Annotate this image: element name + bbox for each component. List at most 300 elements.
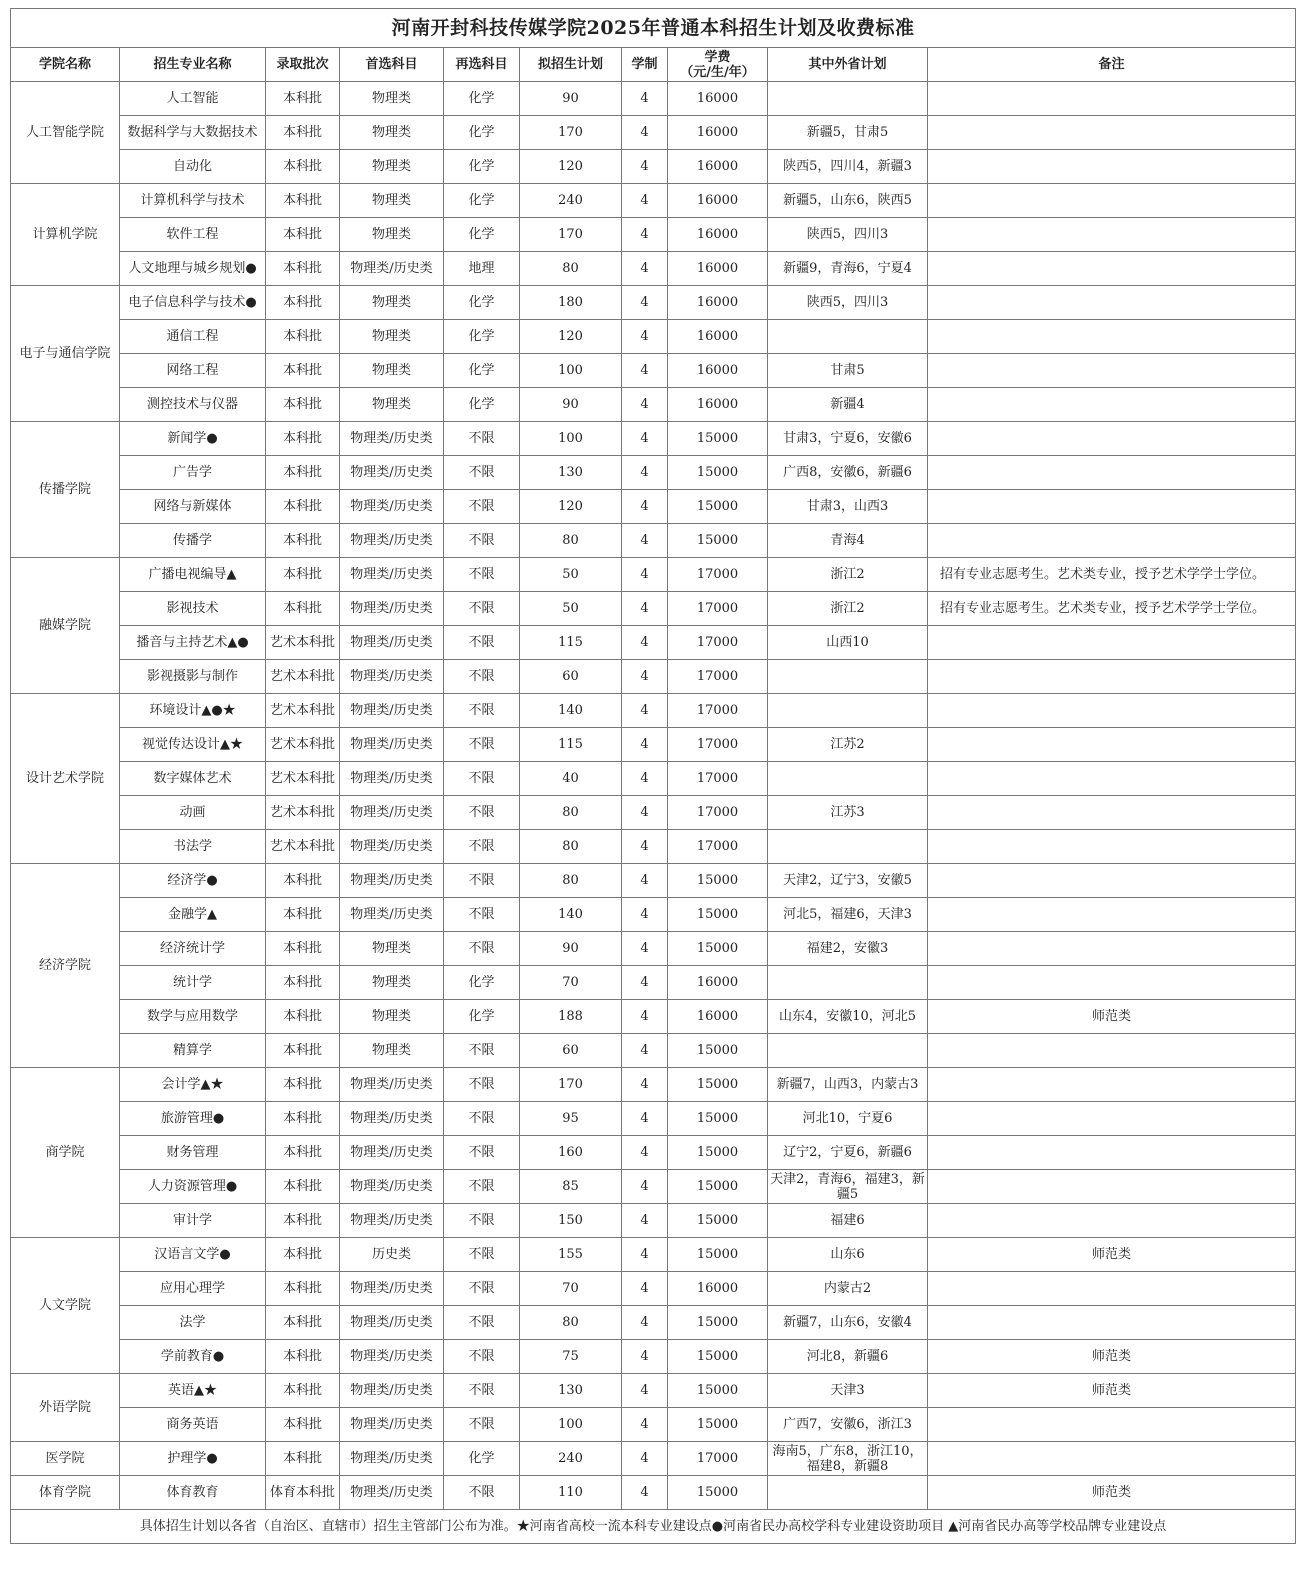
out-province-cell: 福建2，安徽3 xyxy=(768,932,928,966)
table-row xyxy=(11,762,1296,796)
years-cell: 4 xyxy=(622,422,668,456)
second-subject-cell: 化学 xyxy=(444,286,520,320)
college-name-cell: 传播学院 xyxy=(11,422,120,558)
table-row xyxy=(11,830,1296,864)
table-row xyxy=(11,1068,1296,1102)
second-subject-cell: 不限 xyxy=(444,864,520,898)
out-province-cell: 河北5，福建6，天津3 xyxy=(768,898,928,932)
fee-cell: 17000 xyxy=(668,592,768,626)
plan-cell: 50 xyxy=(520,592,622,626)
plan-cell: 80 xyxy=(520,524,622,558)
remark-cell xyxy=(928,1136,1296,1170)
years-cell: 4 xyxy=(622,1442,668,1476)
major-cell: 影视技术 xyxy=(120,592,266,626)
plan-cell: 80 xyxy=(520,830,622,864)
years-cell: 4 xyxy=(622,1068,668,1102)
fee-cell: 17000 xyxy=(668,626,768,660)
plan-cell: 140 xyxy=(520,694,622,728)
first-subject-cell: 物理类 xyxy=(340,1034,444,1068)
major-cell: 自动化 xyxy=(120,150,266,184)
out-province-cell: 河北8，新疆6 xyxy=(768,1340,928,1374)
major-cell: 体育教育 xyxy=(120,1476,266,1510)
plan-cell: 95 xyxy=(520,1102,622,1136)
years-cell: 4 xyxy=(622,762,668,796)
table-row xyxy=(11,456,1296,490)
second-subject-cell: 不限 xyxy=(444,1238,520,1272)
major-cell: 广播电视编导▲ xyxy=(120,558,266,592)
major-cell: 播音与主持艺术▲● xyxy=(120,626,266,660)
batch-cell: 本科批 xyxy=(266,1204,340,1238)
out-province-cell: 新疆5，甘肃5 xyxy=(768,116,928,150)
table-row xyxy=(11,1306,1296,1340)
college-name-cell: 计算机学院 xyxy=(11,184,120,286)
out-province-cell: 江苏3 xyxy=(768,796,928,830)
plan-cell: 155 xyxy=(520,1238,622,1272)
years-cell: 4 xyxy=(622,218,668,252)
college-name-cell: 经济学院 xyxy=(11,864,120,1068)
fee-cell: 16000 xyxy=(668,184,768,218)
years-cell: 4 xyxy=(622,1102,668,1136)
out-province-cell: 山东4，安徽10，河北5 xyxy=(768,1000,928,1034)
plan-cell: 115 xyxy=(520,626,622,660)
batch-cell: 本科批 xyxy=(266,1306,340,1340)
table-row xyxy=(11,184,1296,218)
first-subject-cell: 物理类/历史类 xyxy=(340,762,444,796)
major-cell: 新闻学● xyxy=(120,422,266,456)
header-second-subject: 再选科目 xyxy=(444,48,520,82)
batch-cell: 本科批 xyxy=(266,218,340,252)
plan-cell: 120 xyxy=(520,150,622,184)
remark-cell xyxy=(928,252,1296,286)
first-subject-cell: 物理类 xyxy=(340,388,444,422)
remark-cell xyxy=(928,1034,1296,1068)
plan-cell: 115 xyxy=(520,728,622,762)
fee-cell: 15000 xyxy=(668,1306,768,1340)
major-cell: 审计学 xyxy=(120,1204,266,1238)
plan-cell: 120 xyxy=(520,490,622,524)
remark-cell: 师范类 xyxy=(928,1476,1296,1510)
first-subject-cell: 物理类/历史类 xyxy=(340,830,444,864)
plan-cell: 80 xyxy=(520,864,622,898)
batch-cell: 本科批 xyxy=(266,388,340,422)
second-subject-cell: 不限 xyxy=(444,1476,520,1510)
fee-cell: 17000 xyxy=(668,762,768,796)
out-province-cell: 甘肃3，宁夏6，安徽6 xyxy=(768,422,928,456)
batch-cell: 本科批 xyxy=(266,864,340,898)
remark-cell xyxy=(928,796,1296,830)
plan-cell: 100 xyxy=(520,1408,622,1442)
table-row xyxy=(11,558,1296,592)
second-subject-cell: 不限 xyxy=(444,932,520,966)
second-subject-cell: 不限 xyxy=(444,524,520,558)
batch-cell: 本科批 xyxy=(266,1102,340,1136)
first-subject-cell: 物理类/历史类 xyxy=(340,1306,444,1340)
table-row xyxy=(11,728,1296,762)
first-subject-cell: 物理类 xyxy=(340,184,444,218)
first-subject-cell: 物理类/历史类 xyxy=(340,626,444,660)
years-cell: 4 xyxy=(622,864,668,898)
fee-cell: 15000 xyxy=(668,1102,768,1136)
fee-cell: 16000 xyxy=(668,150,768,184)
first-subject-cell: 物理类/历史类 xyxy=(340,252,444,286)
fee-cell: 15000 xyxy=(668,490,768,524)
table-row xyxy=(11,388,1296,422)
major-cell: 软件工程 xyxy=(120,218,266,252)
plan-cell: 90 xyxy=(520,932,622,966)
out-province-cell xyxy=(768,762,928,796)
header-batch: 录取批次 xyxy=(266,48,340,82)
fee-cell: 15000 xyxy=(668,422,768,456)
out-province-cell: 山东6 xyxy=(768,1238,928,1272)
fee-cell: 15000 xyxy=(668,1476,768,1510)
second-subject-cell: 不限 xyxy=(444,490,520,524)
years-cell: 4 xyxy=(622,592,668,626)
first-subject-cell: 物理类/历史类 xyxy=(340,898,444,932)
years-cell: 4 xyxy=(622,1136,668,1170)
out-province-cell: 海南5，广东8，浙江10，福建8，新疆8 xyxy=(768,1442,928,1476)
remark-cell xyxy=(928,490,1296,524)
college-name-cell: 人文学院 xyxy=(11,1238,120,1374)
remark-cell xyxy=(928,830,1296,864)
major-cell: 人力资源管理● xyxy=(120,1170,266,1204)
table-row xyxy=(11,864,1296,898)
batch-cell: 艺术本科批 xyxy=(266,660,340,694)
second-subject-cell: 不限 xyxy=(444,660,520,694)
major-cell: 人文地理与城乡规划● xyxy=(120,252,266,286)
college-name-cell: 医学院 xyxy=(11,1442,120,1476)
second-subject-cell: 不限 xyxy=(444,1170,520,1204)
fee-cell: 15000 xyxy=(668,1170,768,1204)
batch-cell: 本科批 xyxy=(266,592,340,626)
out-province-cell: 新疆7，山西3，内蒙古3 xyxy=(768,1068,928,1102)
plan-cell: 170 xyxy=(520,116,622,150)
major-cell: 传播学 xyxy=(120,524,266,558)
first-subject-cell: 物理类 xyxy=(340,320,444,354)
major-cell: 数学与应用数学 xyxy=(120,1000,266,1034)
first-subject-cell: 物理类/历史类 xyxy=(340,1374,444,1408)
fee-cell: 17000 xyxy=(668,1442,768,1476)
years-cell: 4 xyxy=(622,184,668,218)
fee-cell: 16000 xyxy=(668,218,768,252)
batch-cell: 艺术本科批 xyxy=(266,728,340,762)
batch-cell: 艺术本科批 xyxy=(266,626,340,660)
plan-cell: 75 xyxy=(520,1340,622,1374)
batch-cell: 本科批 xyxy=(266,320,340,354)
fee-cell: 17000 xyxy=(668,728,768,762)
major-cell: 经济统计学 xyxy=(120,932,266,966)
remark-cell xyxy=(928,524,1296,558)
remark-cell: 师范类 xyxy=(928,1000,1296,1034)
major-cell: 经济学● xyxy=(120,864,266,898)
out-province-cell xyxy=(768,82,928,116)
out-province-cell: 内蒙古2 xyxy=(768,1272,928,1306)
batch-cell: 本科批 xyxy=(266,1340,340,1374)
fee-cell: 15000 xyxy=(668,1408,768,1442)
batch-cell: 本科批 xyxy=(266,1442,340,1476)
fee-cell: 15000 xyxy=(668,1034,768,1068)
out-province-cell xyxy=(768,966,928,1000)
remark-cell xyxy=(928,218,1296,252)
header-years: 学制 xyxy=(622,48,668,82)
remark-cell xyxy=(928,694,1296,728)
fee-cell: 17000 xyxy=(668,660,768,694)
table-body xyxy=(11,82,1296,1510)
first-subject-cell: 物理类/历史类 xyxy=(340,796,444,830)
second-subject-cell: 不限 xyxy=(444,1068,520,1102)
fee-cell: 17000 xyxy=(668,694,768,728)
out-province-cell xyxy=(768,830,928,864)
first-subject-cell: 物理类/历史类 xyxy=(340,1340,444,1374)
batch-cell: 本科批 xyxy=(266,184,340,218)
fee-cell: 17000 xyxy=(668,558,768,592)
out-province-cell xyxy=(768,1476,928,1510)
fee-cell: 15000 xyxy=(668,1238,768,1272)
second-subject-cell: 不限 xyxy=(444,1204,520,1238)
fee-cell: 15000 xyxy=(668,898,768,932)
table-row xyxy=(11,150,1296,184)
years-cell: 4 xyxy=(622,694,668,728)
major-cell: 法学 xyxy=(120,1306,266,1340)
out-province-cell: 山西10 xyxy=(768,626,928,660)
batch-cell: 本科批 xyxy=(266,898,340,932)
years-cell: 4 xyxy=(622,796,668,830)
years-cell: 4 xyxy=(622,1238,668,1272)
out-province-cell: 陕西5，四川4，新疆3 xyxy=(768,150,928,184)
table-row xyxy=(11,660,1296,694)
fee-cell: 17000 xyxy=(668,830,768,864)
out-province-cell: 陕西5，四川3 xyxy=(768,286,928,320)
years-cell: 4 xyxy=(622,150,668,184)
batch-cell: 本科批 xyxy=(266,1272,340,1306)
fee-cell: 15000 xyxy=(668,1374,768,1408)
fee-cell: 16000 xyxy=(668,116,768,150)
out-province-cell: 新疆7，山东6，安徽4 xyxy=(768,1306,928,1340)
header-college: 学院名称 xyxy=(11,48,120,82)
fee-cell: 16000 xyxy=(668,966,768,1000)
second-subject-cell: 化学 xyxy=(444,388,520,422)
first-subject-cell: 物理类/历史类 xyxy=(340,490,444,524)
table-row xyxy=(11,1238,1296,1272)
remark-cell xyxy=(928,116,1296,150)
first-subject-cell: 物理类/历史类 xyxy=(340,660,444,694)
major-cell: 金融学▲ xyxy=(120,898,266,932)
remark-cell xyxy=(928,286,1296,320)
admission-plan-document xyxy=(10,8,1296,1544)
years-cell: 4 xyxy=(622,1340,668,1374)
fee-cell: 16000 xyxy=(668,286,768,320)
plan-cell: 40 xyxy=(520,762,622,796)
out-province-cell xyxy=(768,694,928,728)
first-subject-cell: 物理类 xyxy=(340,1000,444,1034)
table-row xyxy=(11,592,1296,626)
major-cell: 人工智能 xyxy=(120,82,266,116)
batch-cell: 本科批 xyxy=(266,1034,340,1068)
first-subject-cell: 物理类/历史类 xyxy=(340,422,444,456)
first-subject-cell: 物理类 xyxy=(340,966,444,1000)
second-subject-cell: 化学 xyxy=(444,150,520,184)
plan-cell: 70 xyxy=(520,966,622,1000)
table-row xyxy=(11,796,1296,830)
plan-cell: 60 xyxy=(520,1034,622,1068)
remark-cell xyxy=(928,1204,1296,1238)
out-province-cell: 新疆9，青海6，宁夏4 xyxy=(768,252,928,286)
plan-cell: 60 xyxy=(520,660,622,694)
first-subject-cell: 物理类/历史类 xyxy=(340,694,444,728)
remark-cell: 师范类 xyxy=(928,1374,1296,1408)
out-province-cell: 新疆5，山东6，陕西5 xyxy=(768,184,928,218)
out-province-cell: 新疆4 xyxy=(768,388,928,422)
plan-cell: 188 xyxy=(520,1000,622,1034)
first-subject-cell: 物理类 xyxy=(340,150,444,184)
plan-cell: 150 xyxy=(520,1204,622,1238)
table-row xyxy=(11,524,1296,558)
batch-cell: 体育本科批 xyxy=(266,1476,340,1510)
plan-cell: 80 xyxy=(520,1306,622,1340)
plan-cell: 80 xyxy=(520,796,622,830)
out-province-cell: 天津2，青海6，福建3，新疆5 xyxy=(768,1170,928,1204)
years-cell: 4 xyxy=(622,1272,668,1306)
batch-cell: 本科批 xyxy=(266,286,340,320)
table-row xyxy=(11,252,1296,286)
remark-cell xyxy=(928,932,1296,966)
table-row xyxy=(11,1034,1296,1068)
remark-cell xyxy=(928,898,1296,932)
batch-cell: 本科批 xyxy=(266,456,340,490)
plan-cell: 110 xyxy=(520,1476,622,1510)
page-title: 河南开封科技传媒学院2025年普通本科招生计划及收费标准 xyxy=(11,9,1296,48)
remark-cell xyxy=(928,1272,1296,1306)
fee-cell: 16000 xyxy=(668,388,768,422)
years-cell: 4 xyxy=(622,728,668,762)
table-row xyxy=(11,932,1296,966)
batch-cell: 本科批 xyxy=(266,116,340,150)
batch-cell: 本科批 xyxy=(266,82,340,116)
remark-cell xyxy=(928,660,1296,694)
header-fee-line2: （元/生/年） xyxy=(680,64,755,80)
first-subject-cell: 物理类 xyxy=(340,218,444,252)
plan-cell: 170 xyxy=(520,1068,622,1102)
years-cell: 4 xyxy=(622,1408,668,1442)
first-subject-cell: 物理类/历史类 xyxy=(340,524,444,558)
second-subject-cell: 不限 xyxy=(444,694,520,728)
major-cell: 英语▲★ xyxy=(120,1374,266,1408)
plan-cell: 100 xyxy=(520,354,622,388)
second-subject-cell: 不限 xyxy=(444,1102,520,1136)
out-province-cell: 辽宁2，宁夏6，新疆6 xyxy=(768,1136,928,1170)
second-subject-cell: 不限 xyxy=(444,1340,520,1374)
fee-cell: 15000 xyxy=(668,1068,768,1102)
remark-cell: 师范类 xyxy=(928,1340,1296,1374)
remark-cell xyxy=(928,1408,1296,1442)
fee-cell: 15000 xyxy=(668,524,768,558)
batch-cell: 本科批 xyxy=(266,1136,340,1170)
out-province-cell: 广西7，安徽6，浙江3 xyxy=(768,1408,928,1442)
years-cell: 4 xyxy=(622,1170,668,1204)
remark-cell xyxy=(928,626,1296,660)
batch-cell: 本科批 xyxy=(266,490,340,524)
major-cell: 动画 xyxy=(120,796,266,830)
years-cell: 4 xyxy=(622,932,668,966)
major-cell: 数字媒体艺术 xyxy=(120,762,266,796)
second-subject-cell: 不限 xyxy=(444,1136,520,1170)
batch-cell: 艺术本科批 xyxy=(266,796,340,830)
college-name-cell: 体育学院 xyxy=(11,1476,120,1510)
major-cell: 商务英语 xyxy=(120,1408,266,1442)
years-cell: 4 xyxy=(622,456,668,490)
out-province-cell: 广西8，安徽6，新疆6 xyxy=(768,456,928,490)
remark-cell xyxy=(928,82,1296,116)
first-subject-cell: 历史类 xyxy=(340,1238,444,1272)
first-subject-cell: 物理类/历史类 xyxy=(340,592,444,626)
table-row xyxy=(11,898,1296,932)
batch-cell: 艺术本科批 xyxy=(266,694,340,728)
table-row xyxy=(11,218,1296,252)
second-subject-cell: 不限 xyxy=(444,830,520,864)
years-cell: 4 xyxy=(622,1476,668,1510)
fee-cell: 16000 xyxy=(668,354,768,388)
years-cell: 4 xyxy=(622,660,668,694)
table-row xyxy=(11,422,1296,456)
batch-cell: 艺术本科批 xyxy=(266,762,340,796)
out-province-cell: 河北10，宁夏6 xyxy=(768,1102,928,1136)
second-subject-cell: 化学 xyxy=(444,1000,520,1034)
admission-plan-table xyxy=(10,8,1296,1544)
first-subject-cell: 物理类 xyxy=(340,286,444,320)
remark-cell: 招有专业志愿考生。艺术类专业，授予艺术学学士学位。 xyxy=(928,592,1296,626)
first-subject-cell: 物理类/历史类 xyxy=(340,728,444,762)
first-subject-cell: 物理类/历史类 xyxy=(340,1102,444,1136)
plan-cell: 140 xyxy=(520,898,622,932)
table-row xyxy=(11,82,1296,116)
major-cell: 数据科学与大数据技术 xyxy=(120,116,266,150)
major-cell: 旅游管理● xyxy=(120,1102,266,1136)
major-cell: 统计学 xyxy=(120,966,266,1000)
fee-cell: 16000 xyxy=(668,320,768,354)
years-cell: 4 xyxy=(622,1000,668,1034)
years-cell: 4 xyxy=(622,558,668,592)
second-subject-cell: 不限 xyxy=(444,456,520,490)
second-subject-cell: 不限 xyxy=(444,1272,520,1306)
remark-cell xyxy=(928,388,1296,422)
first-subject-cell: 物理类/历史类 xyxy=(340,864,444,898)
second-subject-cell: 化学 xyxy=(444,184,520,218)
first-subject-cell: 物理类 xyxy=(340,354,444,388)
fee-cell: 16000 xyxy=(668,1272,768,1306)
header-fee xyxy=(668,48,768,82)
table-row xyxy=(11,626,1296,660)
batch-cell: 本科批 xyxy=(266,558,340,592)
plan-cell: 80 xyxy=(520,252,622,286)
batch-cell: 本科批 xyxy=(266,1000,340,1034)
first-subject-cell: 物理类/历史类 xyxy=(340,1442,444,1476)
years-cell: 4 xyxy=(622,354,668,388)
second-subject-cell: 不限 xyxy=(444,558,520,592)
first-subject-cell: 物理类 xyxy=(340,932,444,966)
batch-cell: 本科批 xyxy=(266,1068,340,1102)
major-cell: 会计学▲★ xyxy=(120,1068,266,1102)
major-cell: 视觉传达设计▲★ xyxy=(120,728,266,762)
major-cell: 广告学 xyxy=(120,456,266,490)
years-cell: 4 xyxy=(622,388,668,422)
plan-cell: 240 xyxy=(520,1442,622,1476)
remark-cell xyxy=(928,762,1296,796)
major-cell: 应用心理学 xyxy=(120,1272,266,1306)
table-row xyxy=(11,286,1296,320)
out-province-cell: 江苏2 xyxy=(768,728,928,762)
second-subject-cell: 化学 xyxy=(444,320,520,354)
remark-cell xyxy=(928,728,1296,762)
fee-cell: 15000 xyxy=(668,1136,768,1170)
